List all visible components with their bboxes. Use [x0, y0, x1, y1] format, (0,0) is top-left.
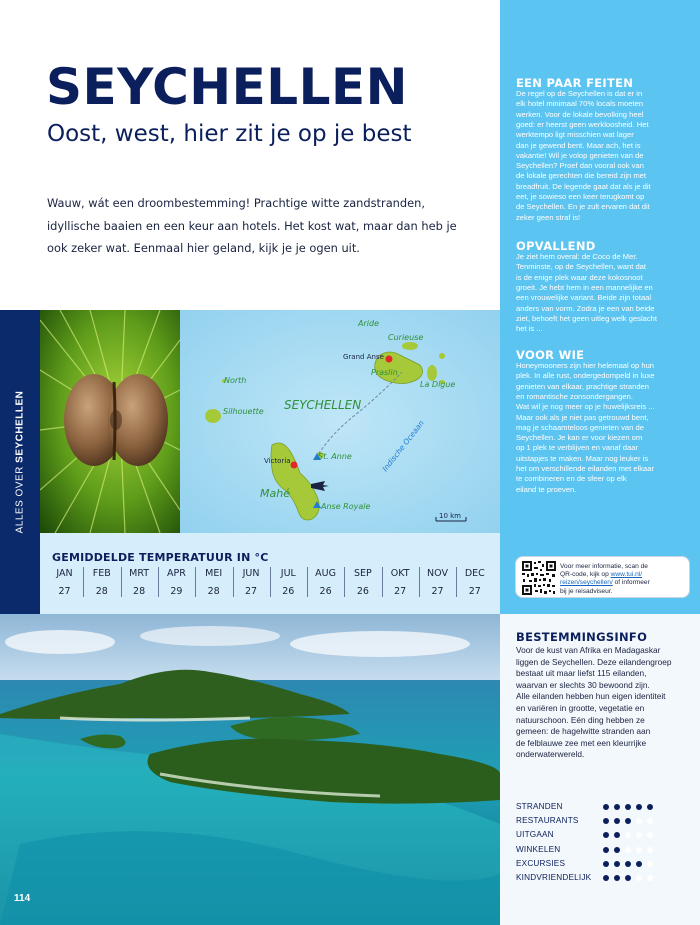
sidebar-text-line: Je ziet hem overal: de Coco de Mer. [516, 252, 638, 261]
page-subtitle: Oost, west, hier zit je op je best [47, 121, 412, 147]
info-text-line: en variëren in grootte, vegetatie en [516, 702, 645, 713]
month-label: JAN [56, 568, 73, 579]
month-separator [419, 567, 420, 597]
month-temperature: 27 [468, 586, 481, 597]
month-label: JUL [280, 568, 296, 579]
info-text-line: Alle eilanden hebben hun eigen identiteit [516, 691, 666, 702]
sidebar-text-line: dan je gewend bent. Maar ach, het is [516, 140, 641, 150]
month-label: NOV [427, 568, 448, 579]
sidebar-text-line: het om verschillende eilanden met elkaar [516, 464, 655, 473]
month-temperature: 27 [244, 586, 258, 597]
sidebar-text-line: ziet, behoeft het geen uitleg welk geslacht [516, 313, 657, 323]
info-text-line: liggen de Seychellen. Deze eilandengroep [516, 656, 672, 667]
month-temperature: 26 [319, 586, 332, 597]
map-label-victoria: Victoria [264, 457, 291, 465]
rating-dot-empty [647, 847, 653, 853]
sidebar-text-line: anders van vorm. Zodra je een van beide [516, 303, 655, 313]
rating-dot-empty [625, 847, 631, 853]
rating-dot-empty [636, 875, 642, 881]
month-label: MEI [205, 568, 223, 579]
sidebar-heading: OPVALLEND [516, 239, 596, 253]
seychelles-map [180, 310, 500, 533]
sidebar-text-line: plek. In alle rust, ondergedompeld in luxe [516, 371, 655, 381]
month-label: JUN [242, 568, 260, 579]
rating-label: EXCURSIES [516, 858, 566, 868]
rating-dot-filled [603, 875, 609, 881]
sidebar-text-line: Maar ook als je niet pas getrouwd bent, [516, 412, 649, 422]
month-label: APR [166, 568, 186, 579]
coco-de-mer-photo [40, 310, 180, 533]
page-title: SEYCHELLEN [46, 58, 409, 116]
sidebar-text-line: Tenminste, op de Seychellen, want dat [516, 262, 647, 272]
sidebar-text-line: en romantische zonsondergangen. [516, 391, 633, 401]
map-label-north: North [224, 376, 247, 385]
month-separator [307, 567, 308, 597]
month-separator [382, 567, 383, 597]
qr-code-icon [521, 560, 557, 596]
sidebar-heading: VOOR WIE [516, 348, 585, 362]
sidebar-text-line: eet, je sowieso een keer terugkomt op [516, 192, 645, 201]
temperature-title: GEMIDDELDE TEMPERATUUR IN °C [52, 551, 269, 564]
month-temperature: 29 [170, 586, 183, 597]
rating-dot-filled [647, 804, 653, 810]
sidebar-heading: EEN PAAR FEITEN [516, 76, 634, 90]
tui-link-path[interactable]: reizen/seychellen/ [560, 579, 613, 587]
month-temperature: 28 [207, 586, 220, 597]
rating-dot-filled [636, 861, 642, 867]
month-temperature: 28 [133, 586, 146, 597]
sidebar-text-line: De regel op de Seychellen is dat er in [516, 89, 643, 98]
month-temperature: 27 [431, 586, 444, 597]
sidebar-text-line: Seychellen? Proef dan vooral ook van [516, 161, 644, 171]
rating-dot-filled [603, 804, 609, 810]
month-separator [456, 567, 457, 597]
rating-dot-empty [647, 861, 653, 867]
month-label: MRT [129, 568, 150, 579]
map-label-st-anne: St. Anne [318, 452, 352, 461]
intro-paragraph: Wauw, wát een droombestemming! Prachtige witte zandstranden, idyllische baaien en een keur aan hotels. Het kost wat, maar dan heb je ook zeker wat. Eenmaal hier geland, kijk je je ogen uit. [47, 196, 457, 255]
sidebar-text-line: Honeymooners zijn hier helemaal op hun [516, 361, 655, 370]
sidebar-text-line: de Seychellen. En je zult ervaren dat dit [516, 202, 650, 212]
month-temperature: 27 [58, 586, 71, 597]
month-separator [83, 567, 84, 597]
sidebar-text-line: op 1 plek te verblijven en vanaf daar [516, 443, 639, 453]
sidebar-text-line: werken. Voor de lokale bevolking heel [516, 109, 644, 119]
rating-label: KINDVRIENDELIJK [516, 873, 592, 882]
map-label-mahe: Mahé [260, 487, 290, 500]
map-label-praslin: Praslin [371, 368, 398, 377]
month-separator [344, 567, 345, 597]
month-temperature: 26 [356, 586, 369, 597]
rating-dot-filled [614, 875, 620, 881]
rating-label: WINKELEN [516, 844, 561, 854]
sidebar-text-line: is de enige plek waar deze kokosnoot [516, 272, 643, 282]
rating-dot-filled [614, 861, 620, 867]
info-text-line: gemeen: de hagelwitte stranden aan [516, 726, 651, 737]
sidebar-text-line: elk hotel minimaal 70% locals moeten [516, 99, 644, 109]
sidebar-text-line: breadfruit. De legende gaat dat als je dit [516, 181, 651, 191]
sidebar-text-line: werktempo ligt misschien wat lager [516, 130, 634, 140]
sidebar-text-line: het is ... [516, 324, 543, 334]
sidebar-text-line: zeker geen straf is! [516, 212, 581, 222]
sidebar-text-line: Seychellen. Je kan er voor kiezen om [516, 433, 643, 443]
rating-dot-filled [625, 875, 631, 881]
month-label: SEP [354, 568, 372, 579]
rating-dot-filled [603, 861, 609, 867]
rating-label: STRANDEN [516, 802, 563, 811]
destination-info-heading: BESTEMMINGSINFO [516, 630, 648, 644]
map-label-ocean: Indische Oceaan [380, 418, 426, 474]
info-text-line: waarvan er slechts 30 bewoond zijn. [516, 679, 650, 690]
map-label-aride: Aride [358, 319, 379, 328]
aerial-island-photo [0, 614, 500, 925]
rating-dot-filled [603, 847, 609, 853]
tui-link[interactable]: www.tui.nl/ [610, 571, 643, 579]
info-text-line: bestaat uit maar liefst 115 eilanden, [516, 668, 647, 679]
page-number: 114 [14, 893, 31, 904]
sidebar-text-line: groeit. Je hebt hem in een mannelijke en [516, 282, 653, 292]
map-label-grand-anse: Grand Anse [343, 353, 384, 361]
month-separator [270, 567, 271, 597]
sidebar-text-line: de lokale gerechten die bereid zijn met [516, 171, 647, 181]
rating-dot-filled [625, 861, 631, 867]
sidebar-text-line: mag je schaamteloos genieten van de [516, 422, 644, 432]
side-band-label: ALLES OVER SEYCHELLEN [14, 390, 26, 534]
month-label: DEC [464, 568, 485, 579]
month-temperature: 26 [282, 586, 295, 597]
info-text-line: natuurschoon. Eén ding hebben ze [516, 714, 645, 725]
map-label-silhouette: Silhouette [223, 407, 264, 416]
map-label-la-digue: La Digue [420, 380, 456, 389]
sidebar-text-line: vakantie! Wil je volop genieten van de [516, 150, 644, 160]
month-label: AUG [315, 568, 336, 579]
destination-info-text [516, 645, 696, 761]
qr-instructions: Voor meer informatie, scan de QR-code, kijk op www.tui.nl/ reizen/seychellen/ of informeer bij je reisadviseur. [560, 563, 650, 595]
rating-dot-filled [614, 804, 620, 810]
rating-dot-empty [636, 847, 642, 853]
month-temperature: 27 [394, 586, 407, 597]
sidebar-text-line: goed: er heerst geen werkloosheid. Het [516, 119, 649, 129]
month-separator [195, 567, 196, 597]
month-separator [121, 567, 122, 597]
rating-dot-filled [614, 847, 620, 853]
sidebar-text-line: uitstapjes te maken. Maar nog leuker is [516, 453, 649, 463]
sidebar-text-line: eiland te proeven. [516, 484, 577, 494]
month-separator [158, 567, 159, 597]
rating-label: RESTAURANTS [516, 816, 579, 826]
map-title: SEYCHELLEN [284, 398, 362, 412]
sidebar-text-line: genieten van elkaar, prachtige stranden [516, 381, 649, 391]
month-temperature: 28 [95, 586, 108, 597]
sidebar-text-line: Wat wil je nog meer op je huwelijksreis ... [516, 402, 655, 412]
sidebar-text-line: te combineren en de sfeer op elk [516, 474, 627, 484]
rating-dot-empty [647, 875, 653, 881]
month-label: OKT [390, 568, 410, 579]
info-text-line: Voor de kust van Afrika en Madagaskar [516, 645, 661, 655]
month-label: FEB [92, 568, 111, 579]
info-text-line: de felblauwe zee met een kleurrijke [516, 737, 647, 748]
rating-dot-filled [636, 804, 642, 810]
map-scale-label: 10 km [439, 512, 462, 520]
rating-dot-filled [625, 804, 631, 810]
map-label-anse-royale: Anse Royale [321, 502, 371, 511]
rating-label: UITGAAN [516, 830, 554, 840]
info-text-line: onderwaterwereld. [516, 749, 585, 760]
sidebar-text-line: een vrouwelijke variant. Beide zijn totaal [516, 293, 652, 303]
map-label-curieuse: Curieuse [388, 333, 424, 342]
month-separator [233, 567, 234, 597]
